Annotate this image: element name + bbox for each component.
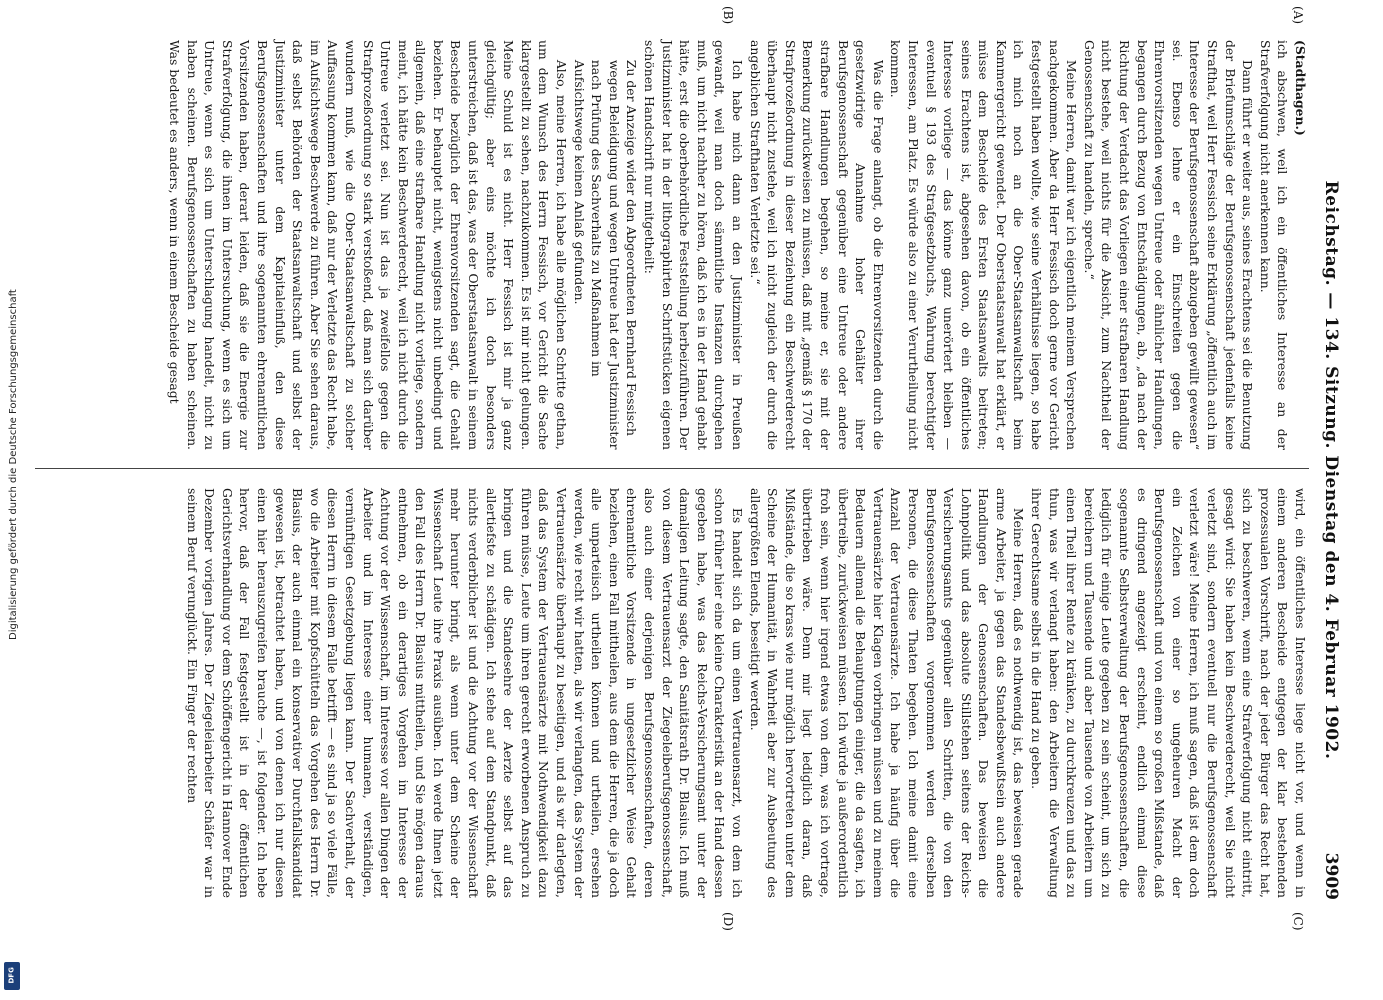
left-column <box>35 40 1309 450</box>
paragraph: Also, meine Herren, ich habe alle möglichen Schritte gethan, um dem Wunsch des Herrn Fessisch, vor Gericht die Sache klargestellt zu sehen, nachzukommen. Es ist mir nicht gelungen. Meine Schuld ist es nicht. Herr Fessisch ist mir ja ganz gleichgültig; aber eins möchte ich doch besonders unterstreichen, daß ist das, was der Oberstaatsanwalt in seinem Bescheide bezüglich der Ehrenvorsitzenden sagt, die Gehalt beziehen. Er behauptet nicht, wenigstens nicht unbedingt und allgemein, daß eine strafbare Handlung nicht vorliege, sondern meint, ich hätte kein Beschwerderecht, weil ich nicht durch die Untreue verletzt sei. Nun ist das ja zweifellos gegen die Strafprozeßordnung so stark verstoßend, daß man sich darüber wundern muß, wie die Ober-Staatsanwaltschaft zu solcher Auffassung kommen kann, daß nur der Verletzte das Recht habe, im Aufsichtswege Beschwerde zu führen. Aber Sie sehen daraus, daß selbst Behörden der Staatsanwaltschaft und selbst der Justizminister unter dem Kapitaleinfluß, den diese Berufsgenossenschaften und ihre sogenannten ehrenamtlichen Vorsitzenden haben, derart leiden, daß sie die Energie zur Strafverfolgung, die ihnen im Untersuchung, wenn es sich um Untreue, wenn es sich um Unterschlagung handelt, nicht zu haben scheinen. Berufsgenossenschaften zu haben scheinen. Was bedeutet es anders, wenn in einem Bescheide gesagt <box>167 40 570 450</box>
digitization-credit: Digitalisierung gefördert durch die Deutsche Forschungsgemeinschaft <box>8 289 19 640</box>
speaker-name: (Stadthagen.) <box>1293 40 1308 136</box>
paragraph: ich abschwen, weil ich ein öffentliches Interesse an der Strafverfolgung nicht anerkennen kann. <box>1257 40 1291 450</box>
paragraph: Was die Frage anlangt, ob die Ehrenvorsitzenden durch die gesetzwidrige Annahme hoher Gehälter ihrer Berufsgenossenschaft gegenüber eine Untreue oder andere strafbare Handlungen begehen, so meine er, sie mit der Bemerkung zurückweisen zu müssen, daß mit „gemäß § 170 der Strafprozeßordnung in dieser Beziehung ein Beschwerderecht überhaupt nicht zustehe, weil ich nicht zugleich der durch die angeblichen Strafthaten Verletzte sei.“ <box>747 40 886 450</box>
paragraph: Meine Herren, daß es nothwendig ist, das beweisen gerade arme Arbeiter, ja gegen das Standesbewußtsein auch andere Handlungen der Genossenschaften. Das beweisen die Lohnpolitik und das absolute Stillstehen seitens der Reichs-Versicherungsamts gegenüber allen Schritten, die von den Berufsgenossenschaften vorgenommen werden derselben Personen, die diese Thaten begehen. Ich meine damit eine Anzahl der Vertrauensärzte. Ich habe ja häufig über die Vertrauensärzte hier Klagen vorbringen müssen und zu meinem Bedauern allemal die Behauptungen einiger, die da sagten, ich übertreibe, zurückweisen müssen. Ich würde ja außerordentlich froh sein, wenn hier irgend etwas von dem, was ich vortrage, übertrieben wäre. Denn mir liegt lediglich daran, daß Mißstände, die so krass wie nur möglich hervortreten unter dem Scheine der Humanität, in Wahrheit aber zur Ausbeutung des allergrößten Elends, beseitigt werden. <box>747 488 1027 898</box>
paragraph: Meine Herren, damit war ich eigentlich meinem Versprechen nachgekommen. Aber da Herr Fessisch doch gerne vor Gericht festgestellt haben wollte, wie seine Verhältnisse liegen, so habe ich mich noch an die Ober-Staatsanwaltschaft beim Kammergericht gewendet. Der Oberstaatsanwalt hat erklärt, er müsse dem Bescheide des Ersten Staatsanwalts beitreten; seines Erachtens ist, abgesehen davon, ob ein öffentliches Interesse vorliege — das könne ganz unerörtert bleiben — eventuell § 193 des Strafgesetzbuchs, Wahrung berechtigter Interessen, am Platz. Es würde also zu einer Verurtheilung nicht kommen. <box>888 40 1080 450</box>
block-quote: Zu der Anzeige wider den Abgeordneten Bernhard Fessisch wegen Beleidigung und wegen Untreue hat der Justizminister nach Prüfung des Sachverhalts zu Maßnahmen im Aufsichtswege keinen Anlaß gefunden. <box>571 59 640 450</box>
rotated-page-content <box>35 6 1345 931</box>
margin-marker-a: (A) <box>1291 6 1305 25</box>
column-divider <box>35 468 1309 469</box>
margin-marker-c: (C) <box>1291 912 1305 931</box>
paragraph: Es handelt sich da um einen Vertrauensarzt, von dem ich schon früher hier eine kleine Charakteristik an der Hand dessen gegeben habe, was das Reichs-Versicherungsamt unter der damaligen Leitung sagte, den Sanitätsrath Dr. Blasius. Ich muß von diesem Vertrauensarzt der Ziegeleiberufsgenossenschaft, also auch einer derjenigen Berufsgenossenschaften, deren ehrenamtliche Vorsitzende in ungesetzlicher Weise Gehalt beziehen, einen Fall mittheilen, aus dem die Herren, die ja doch alle unparteiisch urtheilen können und urtheilen, ersehen werden, wie recht wir hatten, als wir verlangten, das System der Vertrauensärzte überhaupt zu beseitigen, und als wir darlegten, daß das System der Vertrauensärzte mit Nothwendigkeit dazu führen müsse, Leute um ihren gerecht erworbenen Anspruch zu bringen und die Standesehre der Aerzte selbst auf das allertiefste zu schädigen. Ich stehe auf dem Standpunkt, daß nichts verderblicher ist und die Achtung vor der Wissenschaft mehr herunter bringt, als wenn unter dem Scheine der Wissenschaft Leute ihre Praxis ausüben. Ich werde Ihnen jetzt den Fall des Herrn Dr. Blasius mittheilen, und Sie mögen daraus entnehmen, ob ein derartiges Vorgehen im Interesse der Achtung vor der Wissenschaft, im Interesse vor allen Dingen der Arbeiter und im Interesse einer humanen, verständigen, vernünftigen Gesetzgebung liegen kann. Der Sachverhalt, der diesen Herrn in diesem Falle betrifft — es sind ja so viele Fälle, wo die Arbeiter mit Kopfschütteln das Vorgehen des Herrn Dr. Blasius, der auch einmal ein konservativer Durchfallskandidat gewesen ist, betrachtet haben, und von denen ich nur diesen einen hier herauszugreifen brauche —, ist folgender. Ich hebe hervor, daß der Fall festgestellt ist in der öffentlichen Gerichtsverhandlung vor dem Schöffengericht in Hannover Ende Dezember vorigen Jahres. Der Ziegeleiarbeiter Schäfer war in seinem Beruf verunglückt. Ein Finger der rechten <box>184 488 745 898</box>
page-number: 3909 <box>1321 852 1341 900</box>
right-column <box>35 488 1309 898</box>
paragraph: Ich habe mich dann an den Justizminister in Preußen gewandt, weil man doch sämmtliche Instanzen durchgehen muß, um nicht nachher zu hören, daß ich es in der Hand gehabt hätte, erst die oberbehördliche Feststellung herbeizuführen. Der Justizminister hat in der lithographirten Schriftstücken eigenen schönen Handschrift nur mitgetheilt: <box>642 40 745 450</box>
paragraph: wird, ein öffentliches Interesse liege nicht vor, und wenn in einem anderen Bescheide entgegen der klar bestehenden prozessualen Vorschrift, nach der jeder Bürger das Recht hat, sich zu beschweren, wenn eine Strafverfolgung nicht eintritt, gesagt wird: Sie haben kein Beschwerderecht, weil Sie nicht verletzt sind, sondern eventuell nur die Berufsgenossenschaft verletzt wäre! Meine Herren, ich muß sagen, daß ist dem doch ein Zeichen von einer so ungeheuren Macht der Berufsgenossenschaft und von einem so großen Mißstande, daß es dringend angezeigt erscheint, endlich einmal diese sogenannte Selbstverwaltung der Berufsgenossenschaften, die lediglich für einige Leute gegeben zu sein scheint, um sich zu bereichern und Tausende und aber Tausende von Arbeitern um einen Theil ihrer Rente zu kränken, zu durchkreuzen und das zu thun, was wir verlangt haben: den Arbeitern die Verwaltung ihrer Gerechtsame selbst in die Hand zu geben. <box>1029 488 1308 898</box>
running-title: Reichstag. — 134. Sitzung. Dienstag den 4. Februar 1902. <box>1321 180 1341 760</box>
dfg-logo-text: DFG <box>7 967 16 984</box>
paragraph: Dann führt er weiter aus, seines Erachtens sei die Benutzung der Briefumschläge der Berufsgenossenschaft jedenfalls keine Strafthat, weil Herr Fessisch seine Erklärung „öffentlich auch im Interesse der Berufsgenossenschaft abzugeben gewillt gewesen“ sei. Ebenso lehne er ein Einschreiten gegen die Ehrenvorsitzenden wegen Untreue oder ähnlicher Handlungen, begangen durch Bezug von Entschädigungen, ab, „da nach der Richtung der Verdacht das Vorliegen einer strafbaren Handlung nicht bestehe, weil nichts für die Absicht, zum Nachtheil der Genossenschaft zu handeln, spreche.“ <box>1081 40 1256 450</box>
page-header <box>1315 40 1345 900</box>
dfg-logo <box>4 962 20 990</box>
margin-marker-d: (D) <box>721 912 735 931</box>
margin-marker-b: (B) <box>721 6 735 25</box>
